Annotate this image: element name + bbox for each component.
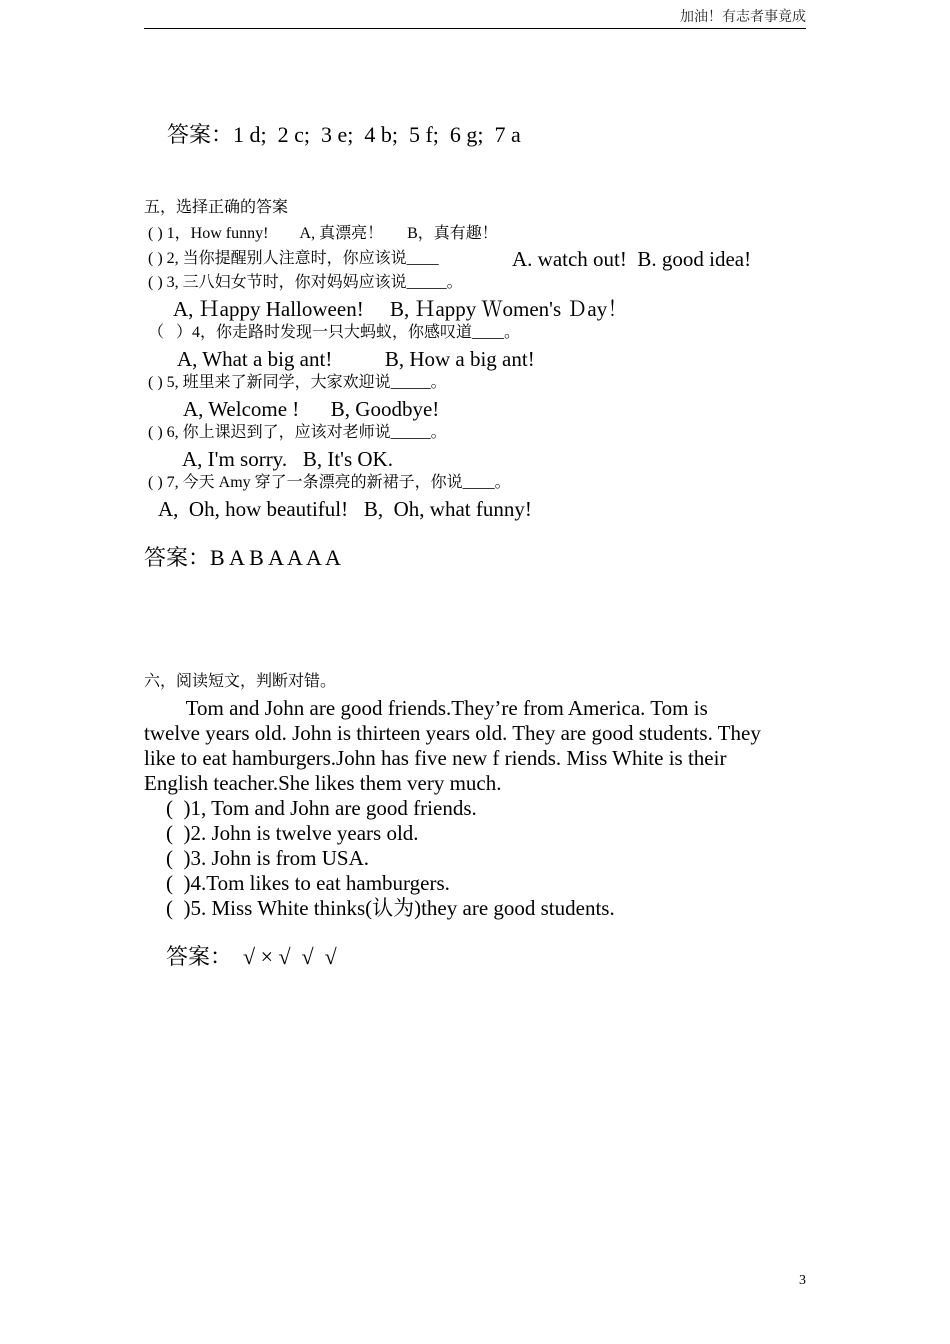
- question-4: （ ）4，你走路时发现一只大蚂蚁，你感叹道____。: [148, 324, 521, 341]
- question-7-options: A, Oh, how beautiful! B, Oh, what funny!: [158, 497, 532, 521]
- question-3-options: A, Ｈappy Halloween! B, Ｈappy Ｗomen's Ｄay！: [173, 297, 629, 321]
- question-7: ( ) 7, 今天 Amy 穿了一条漂亮的新裙子，你说____。: [148, 474, 511, 491]
- question-2: ( ) 2, 当你提醒别人注意时，你应该说____: [148, 250, 443, 267]
- question-4-options: A, What a big ant! B, How a big ant!: [177, 347, 535, 371]
- passage-line: English teacher.She likes them very much.: [144, 771, 502, 795]
- section4-answer: 答案：1 d; 2 c; 3 e; 4 b; 5 f; 6 g; 7 a: [167, 122, 521, 147]
- passage-line: like to eat hamburgers.John has five new f riends. Miss White is their: [144, 746, 727, 770]
- judgment-item: ( )4.Tom likes to eat hamburgers.: [166, 871, 450, 895]
- header-slogan: 加油！有志者事竟成: [680, 10, 806, 25]
- section6-title: 六，阅读短文，判断对错。: [144, 673, 337, 690]
- section6-answer: 答案： √ × √ √ √: [166, 944, 337, 969]
- question-1: ( ) 1，How funny! A, 真漂亮！ B，真有趣！: [148, 225, 498, 242]
- passage-line: twelve years old. John is thirteen years old. They are good students. They: [144, 721, 761, 745]
- question-6-options: A, I'm sorry. B, It's OK.: [182, 447, 393, 471]
- header-rule: [144, 28, 806, 29]
- judgment-item: ( )1, Tom and John are good friends.: [166, 796, 477, 820]
- judgment-item: ( )3. John is from USA.: [166, 846, 369, 870]
- section5-answer: 答案：B A B A A A A: [144, 545, 341, 570]
- question-6: ( ) 6, 你上课迟到了，应该对老师说_____。: [148, 424, 447, 441]
- passage-line: Tom and John are good friends.They’re from America. Tom is: [144, 696, 708, 720]
- question-3: ( ) 3, 三八妇女节时，你对妈妈应该说_____。: [148, 274, 463, 291]
- page-number: 3: [799, 1273, 806, 1288]
- question-5: ( ) 5, 班里来了新同学，大家欢迎说_____。: [148, 374, 447, 391]
- judgment-item: ( )2. John is twelve years old.: [166, 821, 419, 845]
- question-5-options: A, Welcome ! B, Goodbye!: [183, 397, 440, 421]
- question-2-options: A. watch out! B. good idea!: [512, 247, 752, 271]
- section5-title: 五，选择正确的答案: [144, 199, 289, 216]
- judgment-item: ( )5. Miss White thinks(认为)they are good students.: [166, 896, 615, 920]
